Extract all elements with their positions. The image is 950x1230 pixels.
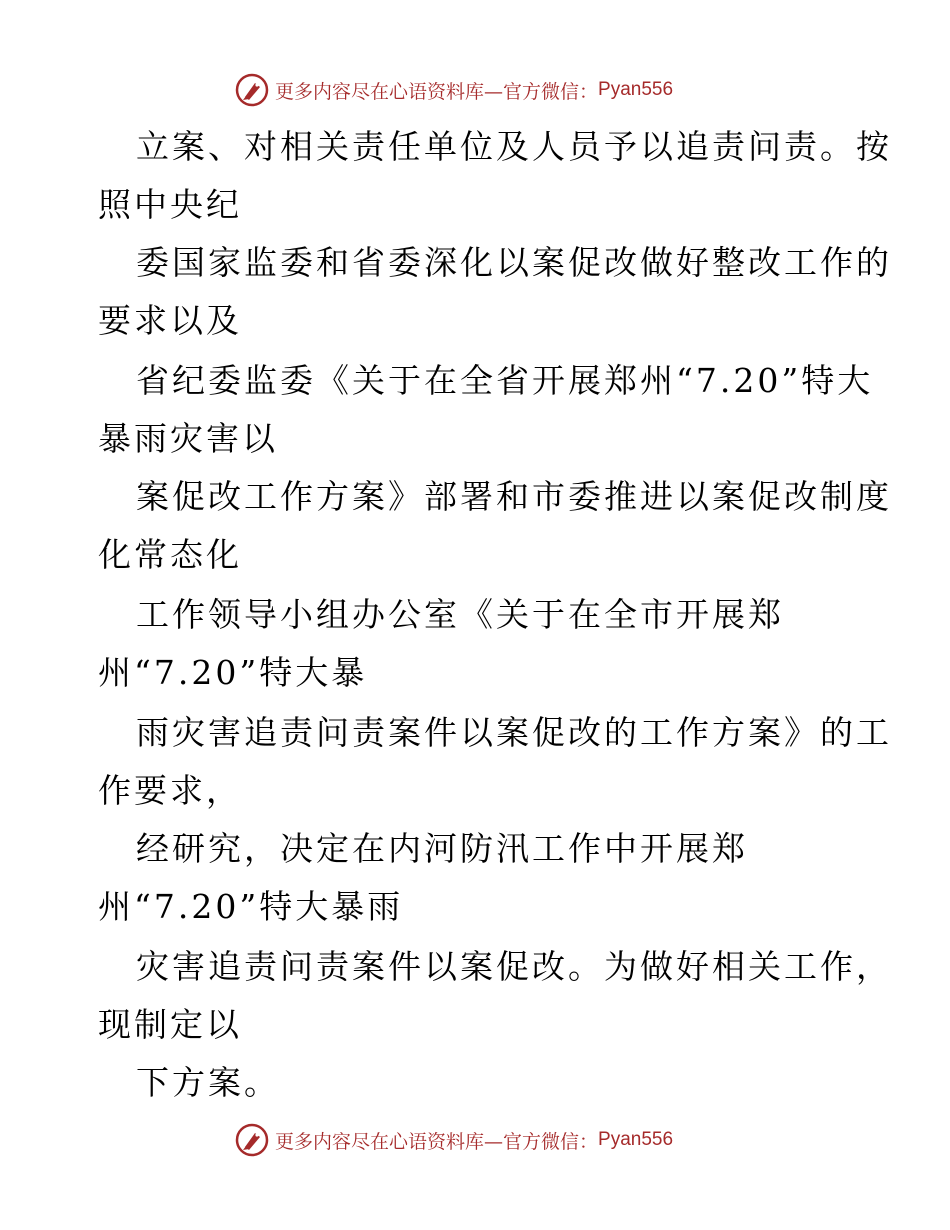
paragraph-line: 省纪委监委《关于在全省开展郑州“7.20”特大 — [136, 361, 874, 400]
paragraph-line: 雨灾害追责问责案件以案促改的工作方案》的工 — [136, 713, 892, 752]
paragraph-line: 照中央纪 — [98, 185, 242, 224]
footer-banner — [235, 1122, 673, 1158]
paragraph-line: 案促改工作方案》部署和市委推进以案促改制度 — [136, 477, 892, 516]
banner-brand-text: 更多内容尽在心语资料库 — [275, 1130, 485, 1153]
paragraph-line: 委国家监委和省委深化以案促改做好整改工作的 — [136, 243, 892, 282]
paragraph-line: 立案、对相关责任单位及人员予以追责问责。按 — [136, 127, 892, 166]
paragraph-line: 灾害追责问责案件以案促改。为做好相关工作， — [136, 947, 892, 986]
paragraph-line: 经研究，决定在内河防汛工作中开展郑 — [136, 829, 748, 868]
banner-account-id: Pyan556 — [598, 79, 674, 100]
paragraph-line: 下方案。 — [136, 1063, 280, 1102]
pen-nib-logo-icon — [235, 1123, 269, 1157]
paragraph-line: 化常态化 — [98, 535, 242, 574]
paragraph-line: 州“7.20”特大暴 — [98, 653, 368, 692]
paragraph-line: 暴雨灾害以 — [98, 419, 278, 458]
paragraph-line: 现制定以 — [98, 1005, 242, 1044]
paragraph-line: 工作领导小组办公室《关于在全市开展郑 — [136, 595, 784, 634]
paragraph-line: 州“7.20”特大暴雨 — [98, 887, 404, 926]
banner-contact-label: —官方微信： — [484, 80, 599, 103]
paragraph-line: 作要求， — [98, 771, 242, 810]
header-banner — [235, 72, 673, 108]
banner-account-id: Pyan556 — [598, 1129, 674, 1150]
banner-brand-text: 更多内容尽在心语资料库 — [275, 80, 485, 103]
banner-contact-label: —官方微信： — [484, 1130, 599, 1153]
paragraph-line: 要求以及 — [98, 301, 242, 340]
pen-nib-logo-icon — [235, 73, 269, 107]
